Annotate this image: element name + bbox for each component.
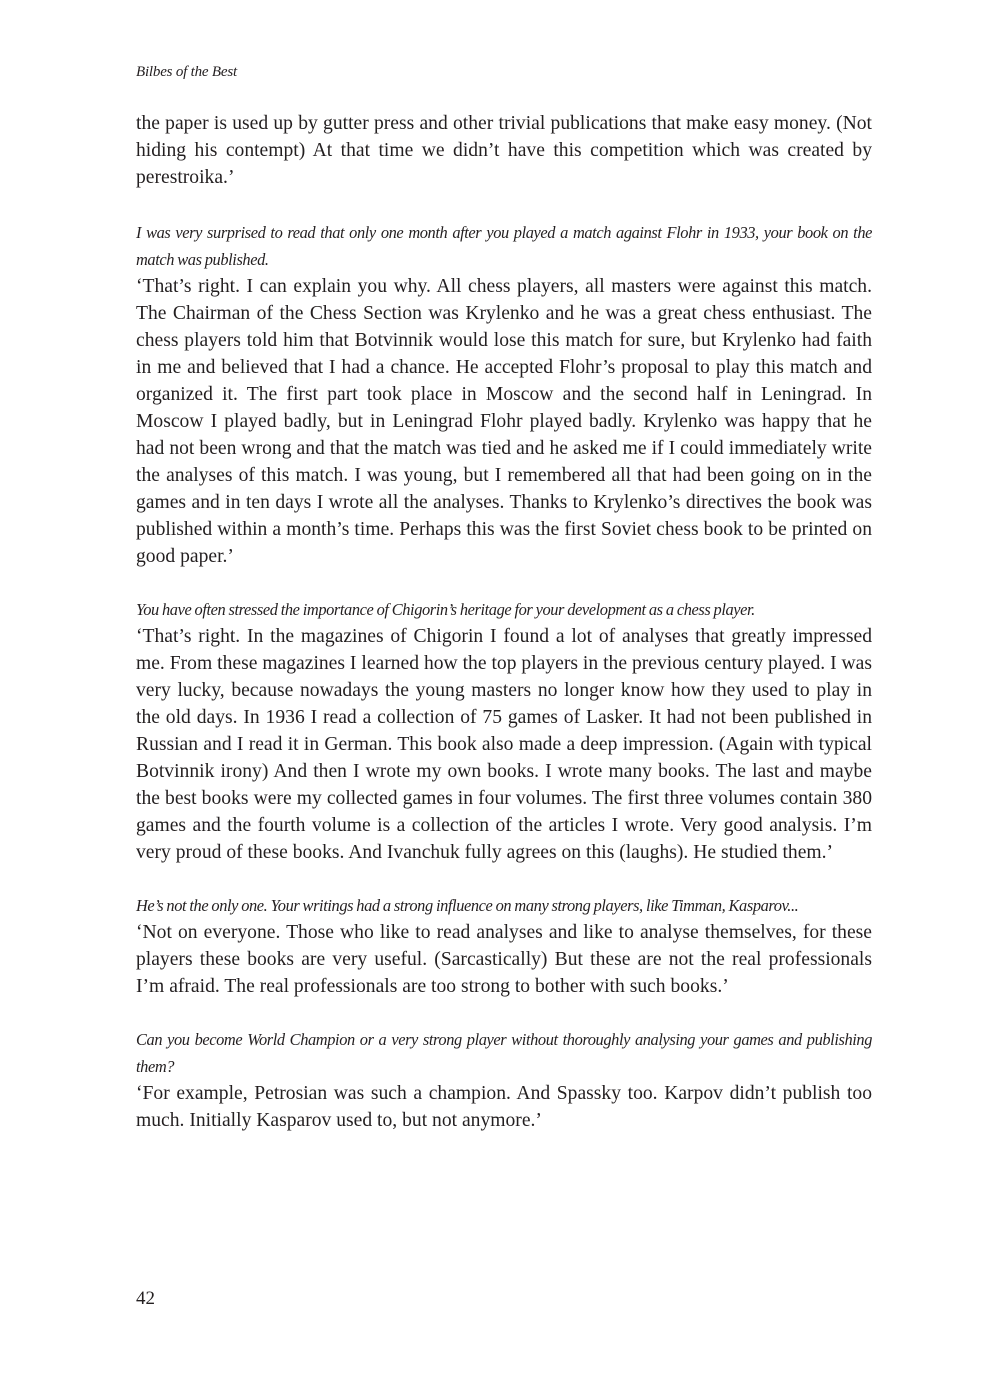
interview-question: You have often stressed the importance of Chigorin’s heritage for your development as a chess player. bbox=[136, 600, 755, 619]
book-page bbox=[136, 0, 872, 1383]
interview-answer: ‘That’s right. In the magazines of Chigorin I found a lot of analyses that greatly impressed me. From these magazines I learned how the top players in the previous century played. I was very lucky, because nowadays the young masters no longer know how they used to play in the old days. In 1936 I read a collection of 75 games of Lasker. It had not been published in Russian and I read it in German. This book also made a deep impression. (Again with typical Botvinnik irony) And then I wrote my own books. I wrote many books. The last and maybe the best books were my collected games in four volumes. The first three volumes contain 380 games and the fourth volume is a collection of the articles I wrote. Very good analysis. I’m very proud of these books. And Ivanchuk fully agrees on this (laughs). He studied them.’ bbox=[136, 626, 872, 863]
page-body bbox=[136, 110, 872, 1134]
paragraph-continued: the paper is used up by gutter press and other trivial publications that make easy money. (Not hiding his contempt) At that time we didn’t have this competition which was created by perestroika.’ bbox=[136, 113, 872, 188]
interview-answer: ‘Not on everyone. Those who like to read analyses and like to analyse themselves, for these players these books are very useful. (Sarcastically) But these are not the real professionals I’m afraid. The real professionals are too strong to bother with such books.’ bbox=[136, 922, 872, 997]
interview-answer: ‘That’s right. I can explain you why. All chess players, all masters were against this match. The Chairman of the Chess Section was Krylenko and he was a great chess enthusiast. The chess players told him that Botvinnik would lose this match for sure, but Krylenko had faith in me and believed that I had a chance. He accepted Flohr’s proposal to play this match and organized it. The first part took place in Moscow and the second half in Leningrad. In Moscow I played badly, but in Leningrad Flohr played badly. Krylenko was happy that he had not been wrong and that the match was tied and he asked me if I could immediately write the analyses of this match. I was young, but I remembered all that had been going on in the games and in ten days I wrote all the analyses. Thanks to Krylenko’s directives the book was published within a month’s time. Perhaps this was the first Soviet chess book to be printed on good paper.’ bbox=[136, 276, 872, 567]
running-head: Bilbes of the Best bbox=[136, 64, 237, 80]
interview-question: Can you become World Champion or a very strong player without thoroughly analysing your games and publishing them? bbox=[136, 1030, 872, 1076]
page-number: 42 bbox=[136, 1288, 155, 1309]
interview-question: He’s not the only one. Your writings had a strong influence on many strong players, like Timman, Kasparov... bbox=[136, 896, 799, 915]
interview-question: I was very surprised to read that only one month after you played a match against Flohr in 1933, your book on the match was published. bbox=[136, 223, 872, 269]
interview-answer: ‘For example, Petrosian was such a champion. And Spassky too. Karpov didn’t publish too much. Initially Kasparov used to, but not anymore.’ bbox=[136, 1083, 872, 1131]
